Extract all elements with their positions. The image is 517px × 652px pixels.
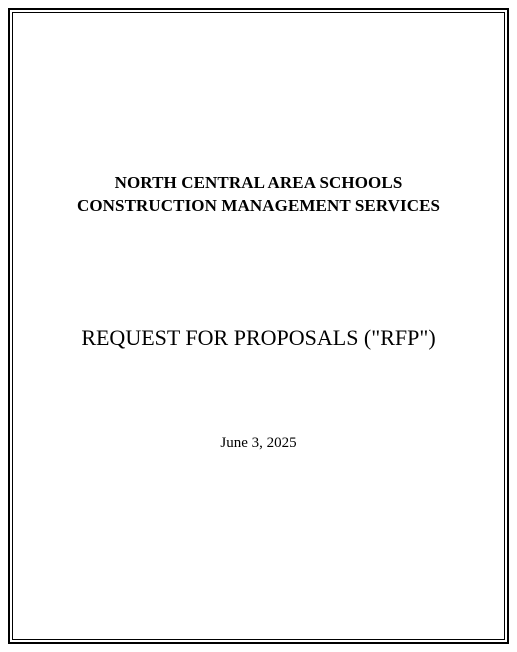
title-line-organization: NORTH CENTRAL AREA SCHOOLS [114, 173, 403, 192]
document-date: June 3, 2025 [220, 435, 297, 451]
title-line-services: CONSTRUCTION MANAGEMENT SERVICES [76, 196, 441, 215]
document-title [0, 171, 517, 217]
rfp-heading: REQUEST FOR PROPOSALS ("RFP") [81, 325, 436, 350]
